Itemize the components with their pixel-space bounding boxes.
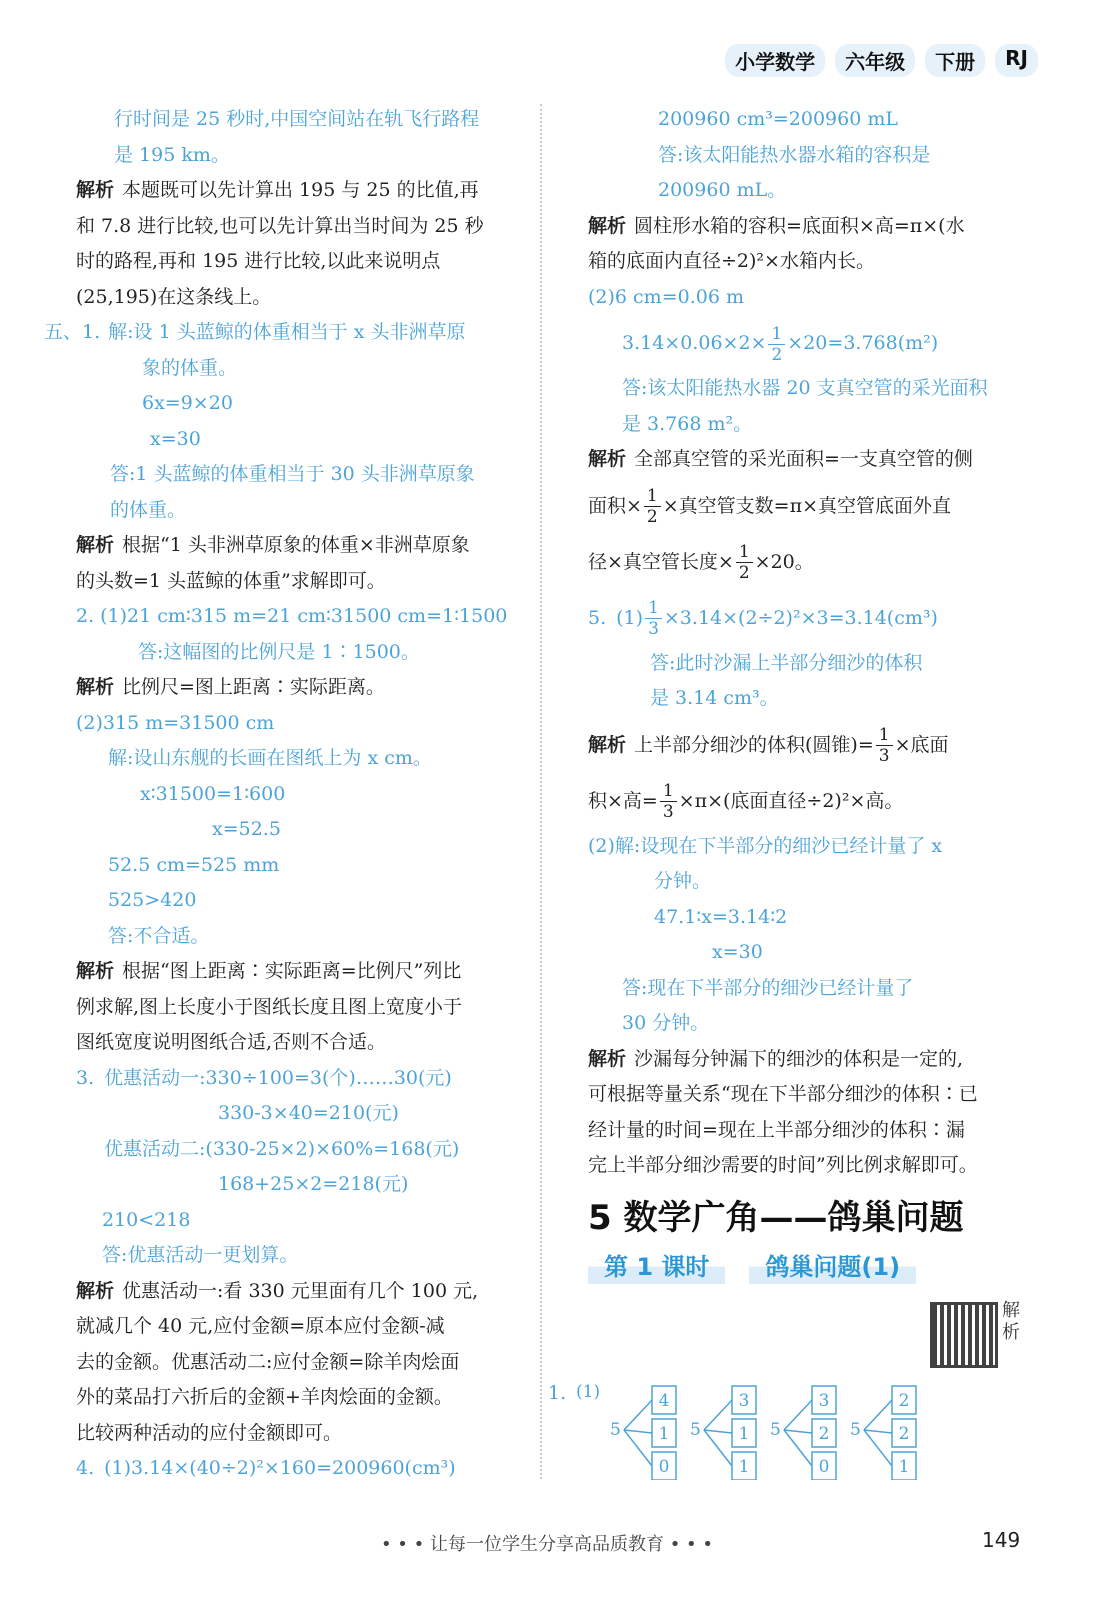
equation: x∶31500=1∶600 xyxy=(140,782,286,805)
section-number: 五、1. xyxy=(44,321,101,343)
answer-line: 解:设 1 头蓝鲸的体重相当于 x 头非洲草原 xyxy=(108,321,466,343)
equation-part: ×20=3.768(m²) xyxy=(787,332,939,354)
analysis-text: 圆柱形水箱的容积=底面积×高=π×(水 xyxy=(634,214,965,237)
lesson-heading xyxy=(588,1245,1033,1284)
analysis-text: 沙漏每分钟漏下的细沙的体积是一定的, xyxy=(634,1047,964,1070)
denominator: 3 xyxy=(648,619,659,639)
answer-line: 答:该太阳能热水器水箱的容积是 xyxy=(658,143,931,166)
answer-line: 行时间是 25 秒时,中国空间站在轨飞行路程 xyxy=(114,108,480,130)
tree-part: 2 xyxy=(898,1424,910,1444)
answer-line: 答:优惠活动一更划算。 xyxy=(102,1244,299,1266)
equation: 47.1∶x=3.14∶2 xyxy=(654,905,788,928)
equation-with-fraction xyxy=(588,590,1033,646)
analysis-text: 比较两种活动的应付金额即可。 xyxy=(76,1421,343,1444)
denominator: 3 xyxy=(878,746,890,766)
answer-line: 是 3.768 m²。 xyxy=(622,412,753,435)
analysis-tag: 解析 xyxy=(76,676,115,698)
equation: 6x=9×20 xyxy=(142,392,233,414)
tree-part: 3 xyxy=(818,1391,830,1411)
tree-branch xyxy=(864,1430,892,1466)
analysis-text: 全部真空管的采光面积=一支真空管的侧 xyxy=(634,448,973,470)
analysis-part: ×真空管支数=π×真空管底面外直 xyxy=(662,494,951,517)
sub-question: (1) xyxy=(576,1382,601,1402)
tree-branch xyxy=(704,1430,732,1433)
tree-branch xyxy=(624,1430,652,1466)
analysis-tag: 解析 xyxy=(76,960,115,982)
equation: 优惠活动二:(330-25×2)×60%=168(元) xyxy=(104,1137,460,1160)
tree-part: 2 xyxy=(818,1424,830,1444)
qr-code-icon[interactable] xyxy=(930,1302,998,1368)
analysis-tag: 解析 xyxy=(588,733,627,756)
answer-line: 是 3.14 cm³。 xyxy=(650,687,779,709)
numerator: 1 xyxy=(644,486,661,507)
question-number: 5. xyxy=(588,606,607,629)
analysis-part: 面积× xyxy=(588,494,642,517)
question-number: 2. xyxy=(76,605,95,627)
analysis-text: 外的菜品打六折后的金额+羊肉烩面的金额。 xyxy=(76,1386,453,1408)
analysis-part: 径×真空管长度× xyxy=(588,550,734,573)
equation: x=30 xyxy=(150,427,201,450)
tree-part: 1 xyxy=(738,1457,750,1477)
answer-line: 的体重。 xyxy=(110,498,187,521)
answer-line: 是 195 km。 xyxy=(114,143,230,166)
tree-part: 3 xyxy=(738,1391,750,1411)
question-number: 1. xyxy=(548,1382,567,1404)
tree-branch xyxy=(784,1430,812,1433)
equation-part: ×3.14×(2÷2)²×3=3.14(cm³) xyxy=(663,606,938,629)
section-title: 5 数学广角——鸽巢问题 xyxy=(588,1197,964,1238)
analysis-tag: 解析 xyxy=(588,448,627,470)
analysis-part: ×20。 xyxy=(754,550,814,573)
fraction-half xyxy=(736,542,753,583)
equation: 210<218 xyxy=(102,1208,191,1231)
equation-part: (1) xyxy=(616,606,644,629)
analysis-with-fraction xyxy=(588,773,1033,829)
tree-2 xyxy=(686,1380,764,1480)
column-divider xyxy=(540,104,542,1479)
header-subject: 小学数学 xyxy=(725,44,825,77)
answer-line: 答:此时沙漏上半部分细沙的体积 xyxy=(650,651,923,674)
equation: x=52.5 xyxy=(212,818,281,840)
answer-line: 200960 mL。 xyxy=(658,179,787,201)
tree-part: 0 xyxy=(818,1457,830,1477)
analysis-tag: 解析 xyxy=(76,534,115,556)
analysis-text: 经计量的时间=现在上半部分细沙的体积∶漏 xyxy=(588,1118,965,1141)
tree-1 xyxy=(606,1380,684,1480)
analysis-text: 本题既可以先计算出 195 与 25 的比值,再 xyxy=(122,179,479,201)
analysis-tag: 解析 xyxy=(76,179,115,201)
fraction-half xyxy=(768,324,785,365)
tree-part: 1 xyxy=(898,1457,910,1477)
tree-branch xyxy=(864,1400,892,1430)
analysis-text: 优惠活动一:看 330 元里面有几个 100 元, xyxy=(122,1279,479,1302)
analysis-text: 箱的底面内直径÷2)²×水箱内长。 xyxy=(588,250,875,272)
numerator: 1 xyxy=(876,725,893,746)
tree-branch xyxy=(624,1430,652,1433)
analysis-part: ×π×(底面直径÷2)²×高。 xyxy=(678,789,904,812)
lesson-label: 第 1 课时 xyxy=(588,1245,725,1284)
equation: x=30 xyxy=(712,941,763,963)
answer-line: (2)解:设现在下半部分的细沙已经计量了 x xyxy=(588,834,943,857)
answer-line: 答:不合适。 xyxy=(108,924,210,947)
tree-3 xyxy=(766,1380,844,1480)
tree-total: 5 xyxy=(850,1420,861,1440)
tree-branch xyxy=(624,1400,652,1430)
equation: (2)315 m=31500 cm xyxy=(76,711,275,734)
fraction-third xyxy=(645,598,662,639)
header-grade: 六年级 xyxy=(835,44,915,77)
equation: (1)21 cm∶315 m=21 cm∶31500 cm=1∶1500 xyxy=(100,605,508,627)
analysis-text: 图纸宽度说明图纸合适,否则不合适。 xyxy=(76,1031,387,1053)
answer-line: 分钟。 xyxy=(654,870,712,892)
analysis-text: 就减几个 40 元,应付金额=原本应付金额-减 xyxy=(76,1315,445,1337)
analysis-text: 完上半部分细沙需要的时间”列比例求解即可。 xyxy=(588,1154,978,1176)
analysis-text: 去的金额。优惠活动二:应付金额=除羊肉烩面 xyxy=(76,1350,460,1373)
equation: 200960 cm³=200960 mL xyxy=(658,108,898,130)
tree-branch xyxy=(784,1430,812,1466)
tree-total: 5 xyxy=(610,1420,621,1440)
footer-slogan: • • • 让每一位学生分享高品质教育 • • • xyxy=(380,1534,714,1555)
tree-branch xyxy=(704,1400,732,1430)
tree-part: 2 xyxy=(898,1391,910,1411)
answer-line: 答:1 头蓝鲸的体重相当于 30 头非洲草原象 xyxy=(110,463,475,485)
analysis-text: 的头数=1 头蓝鲸的体重”求解即可。 xyxy=(76,569,386,592)
answer-line: 30 分钟。 xyxy=(622,1012,710,1034)
tree-part: 0 xyxy=(658,1457,670,1477)
equation: (1)3.14×(40÷2)²×160=200960(cm³) xyxy=(104,1457,456,1479)
numerator: 1 xyxy=(645,598,662,619)
analysis-tag: 解析 xyxy=(588,214,627,237)
answer-line: 答:这幅图的比例尺是 1∶1500。 xyxy=(138,640,420,663)
tree-branch xyxy=(784,1400,812,1430)
equation: 168+25×2=218(元) xyxy=(218,1173,409,1195)
answer-line: 象的体重。 xyxy=(142,356,238,379)
equation: 52.5 cm=525 mm xyxy=(108,853,280,876)
denominator: 2 xyxy=(646,507,658,527)
answer-line: 答:该太阳能热水器 20 支真空管的采光面积 xyxy=(622,377,988,399)
analysis-tag: 解析 xyxy=(76,1279,115,1302)
analysis-with-fraction xyxy=(588,478,1033,534)
tree-branch xyxy=(704,1430,732,1466)
analysis-text: 和 7.8 进行比较,也可以先计算出当时间为 25 秒 xyxy=(76,214,484,237)
analysis-text: (25,195)在这条线上。 xyxy=(76,285,272,308)
analysis-tag: 解析 xyxy=(588,1047,627,1070)
tree-branch xyxy=(864,1430,892,1433)
page-number: 149 xyxy=(982,1528,1021,1552)
equation: (2)6 cm=0.06 m xyxy=(588,285,744,308)
answer-line: 答:现在下半部分的细沙已经计量了 xyxy=(622,976,914,999)
equation: 330-3×40=210(元) xyxy=(218,1102,399,1124)
analysis-with-fraction xyxy=(588,534,1033,590)
question-number: 4. xyxy=(76,1457,95,1479)
equation-with-fraction xyxy=(588,315,1033,371)
analysis-text: 例求解,图上长度小于图纸长度且图上宽度小于 xyxy=(76,995,463,1018)
tree-part: 4 xyxy=(658,1391,670,1411)
tree-part: 1 xyxy=(738,1424,750,1444)
tree-total: 5 xyxy=(690,1420,701,1440)
equation-part: 3.14×0.06×2× xyxy=(622,332,767,354)
fraction-third xyxy=(660,781,677,822)
equation: 525>420 xyxy=(108,889,197,911)
denominator: 2 xyxy=(771,344,783,365)
analysis-text: 时的路程,再和 195 进行比较,以此来说明点 xyxy=(76,250,441,272)
equation: 优惠活动一:330÷100=3(个)……30(元) xyxy=(104,1066,452,1089)
tree-4 xyxy=(846,1380,924,1480)
right-column xyxy=(588,102,1033,1284)
fraction-half xyxy=(644,486,661,527)
analysis-text: 根据“图上距离∶实际距离=比例尺”列比 xyxy=(122,960,462,982)
analysis-text: 可根据等量关系“现在下半部分细沙的体积∶已 xyxy=(588,1083,978,1105)
numerator: 1 xyxy=(768,324,785,345)
numerator: 1 xyxy=(660,781,677,802)
numerator: 1 xyxy=(736,542,753,563)
header-volume: 下册 xyxy=(925,44,985,77)
lesson-title: 鸽巢问题(1) xyxy=(749,1245,916,1284)
analysis-with-fraction xyxy=(588,717,1033,773)
fraction-third xyxy=(876,725,893,766)
analysis-part: 上半部分细沙的体积(圆锥)= xyxy=(634,733,874,756)
tree-total: 5 xyxy=(770,1420,781,1440)
analysis-text: 比例尺=图上距离∶实际距离。 xyxy=(122,676,385,698)
left-column xyxy=(44,102,521,1487)
answer-line: 解:设山东舰的长画在图纸上为 x cm。 xyxy=(108,747,432,769)
analysis-text: 根据“1 头非洲草原象的体重×非洲草原象 xyxy=(122,534,470,556)
tree-part: 1 xyxy=(658,1424,670,1444)
denominator: 3 xyxy=(662,802,674,822)
exercise-1 xyxy=(548,1380,1008,1480)
analysis-part: 积×高= xyxy=(588,789,658,812)
question-number: 3. xyxy=(76,1066,95,1089)
page-header xyxy=(725,44,1038,77)
header-edition: RJ xyxy=(995,44,1038,77)
qr-label: 解析 xyxy=(1002,1300,1020,1343)
denominator: 2 xyxy=(738,563,750,583)
analysis-part: ×底面 xyxy=(894,733,949,756)
